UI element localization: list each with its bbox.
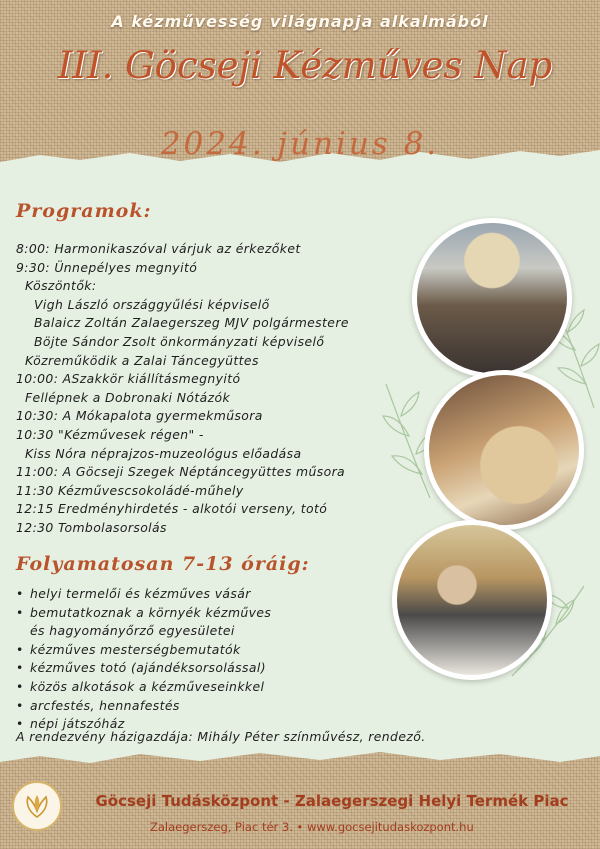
schedule-line: 8:00: Harmonikaszóval várjuk az érkezőket (16, 241, 301, 256)
schedule-line: 11:30 Kézművescsokoládé-műhely (16, 482, 244, 498)
event-title: III. Göcseji Kézműves Nap (57, 44, 553, 87)
list-item: • kézműves totó (ajándéksorsolással) (16, 660, 266, 676)
event-subtitle: A kézművesség világnapja alkalmából (111, 12, 489, 31)
organizer-address: Zalaegerszeg, Piac tér 3. • www.gocsejitudaskozpont.hu (150, 820, 474, 834)
list-item: • kézműves mesterségbemutatók (16, 641, 241, 657)
dancers-photo (412, 218, 572, 378)
list-item: • közös alkotások a kézműveseinkkel (16, 678, 265, 694)
ongoing-heading: Folyamatosan 7-13 óráig: (16, 553, 310, 575)
schedule-line: 10:30 "Kézművesek régen" - (16, 426, 204, 442)
schedule-line: Fellépnek a Dobronaki Nótázók (25, 389, 231, 405)
schedule-line: 12:30 Tombolasorsolás (16, 519, 167, 535)
schedule-line: 12:15 Eredményhirdetés - alkotói verseny, totó (16, 501, 328, 517)
list-item: • népi játszóház (16, 716, 125, 732)
schedule-line: 9:30: Ünnepélyes megnyitó (16, 259, 198, 275)
event-host: A rendezvény házigazdája: Mihály Péter színművész, rendező. (16, 729, 426, 744)
list-item: • bemutatkoznak a környék kézműves (16, 604, 272, 620)
schedule-line: Böjte Sándor Zsolt önkormányzati képviselő (34, 333, 325, 349)
programs-heading: Programok: (16, 200, 152, 222)
schedule-line: 11:00: A Göcseji Szegek Néptáncegyüttes műsora (16, 464, 346, 480)
ongoing-activities-list (16, 585, 436, 734)
program-schedule (16, 240, 416, 538)
schedule-line: 10:00: ASzakkör kiállításmegnyitó (16, 371, 241, 387)
schedule-line: Balaicz Zoltán Zalaegerszeg MJV polgármestere (34, 315, 349, 331)
crafting-children-photo (424, 370, 584, 530)
list-item: és hagyományőrző egyesületei (30, 623, 235, 639)
organizer-name: Göcseji Tudásközpont - Zalaegerszegi Helyi Termék Piac (95, 792, 569, 810)
event-date: 2024. június 8. (160, 126, 440, 162)
schedule-line: Közreműködik a Zalai Táncegyüttes (25, 352, 259, 368)
list-item: • arcfestés, hennafestés (16, 697, 180, 713)
schedule-line: Vigh László országgyűlési képviselő (34, 296, 270, 312)
schedule-line: Kiss Nóra néprajzos-muzeológus előadása (25, 445, 302, 461)
schedule-line: 10:30: A Mókapalota gyermekműsora (16, 408, 263, 424)
list-item: • helyi termelői és kézműves vásár (16, 586, 251, 601)
schedule-line: Köszöntők: (25, 278, 97, 294)
tudaskozpont-logo-icon (12, 781, 62, 831)
